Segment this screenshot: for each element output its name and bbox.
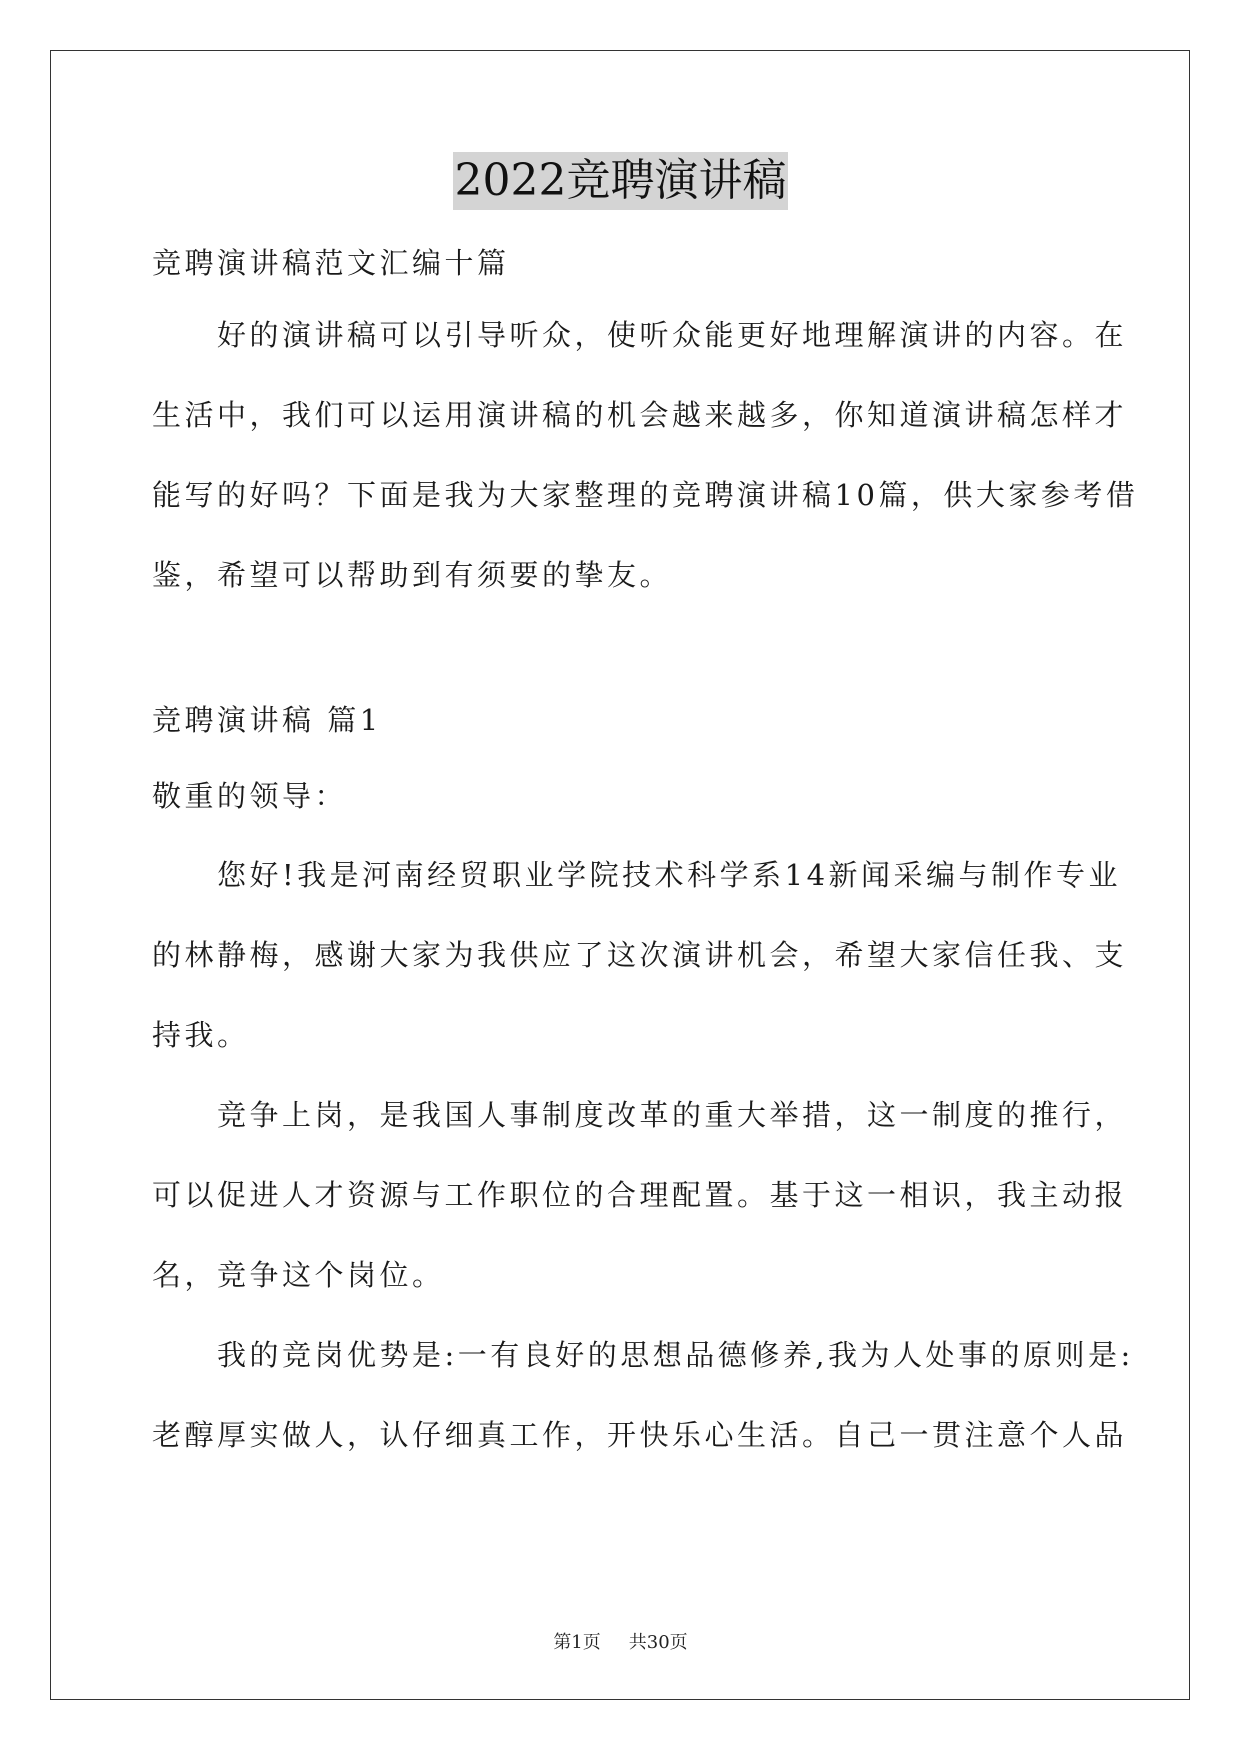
text-line: 名，竞争这个岗位。 [152, 1258, 445, 1292]
text-line: 我的竞岗优势是:一有良好的思想品德修养,我为人处事的原则是: [152, 1338, 1134, 1372]
text-line: 持我。 [152, 1018, 250, 1052]
page-total: 共30页 [628, 1632, 688, 1653]
salutation: 敬重的领导： [152, 779, 348, 813]
text-line: 可以促进人才资源与工作职位的合理配置。基于这一相识，我主动报 [152, 1178, 1128, 1212]
text-line: 竞争上岗，是我国人事制度改革的重大举措，这一制度的推行， [152, 1098, 1128, 1132]
text-line: 好的演讲稿可以引导听众，使听众能更好地理解演讲的内容。在 [152, 318, 1128, 352]
page-number: 第1页 [553, 1632, 601, 1653]
section-heading: 竞聘演讲稿 篇1 [152, 703, 382, 737]
text-line: 生活中，我们可以运用演讲稿的机会越来越多，你知道演讲稿怎样才 [152, 398, 1128, 432]
text-line: 您好!我是河南经贸职业学院技术科学系14新闻采编与制作专业 [152, 858, 1122, 892]
title-container [0, 152, 1241, 210]
text-line: 鉴，希望可以帮助到有须要的挚友。 [152, 558, 673, 592]
text-line: 的林静梅，感谢大家为我供应了这次演讲机会，希望大家信任我、支 [152, 938, 1128, 972]
text-line: 老醇厚实做人，认仔细真工作，开快乐心生活。自己一贯注意个人品 [152, 1418, 1128, 1452]
subtitle-line: 竞聘演讲稿范文汇编十篇 [152, 246, 510, 280]
document-title: 2022竞聘演讲稿 [453, 152, 789, 210]
page-footer [0, 1628, 1241, 1654]
text-line: 能写的好吗？下面是我为大家整理的竞聘演讲稿10篇，供大家参考借 [152, 478, 1139, 512]
